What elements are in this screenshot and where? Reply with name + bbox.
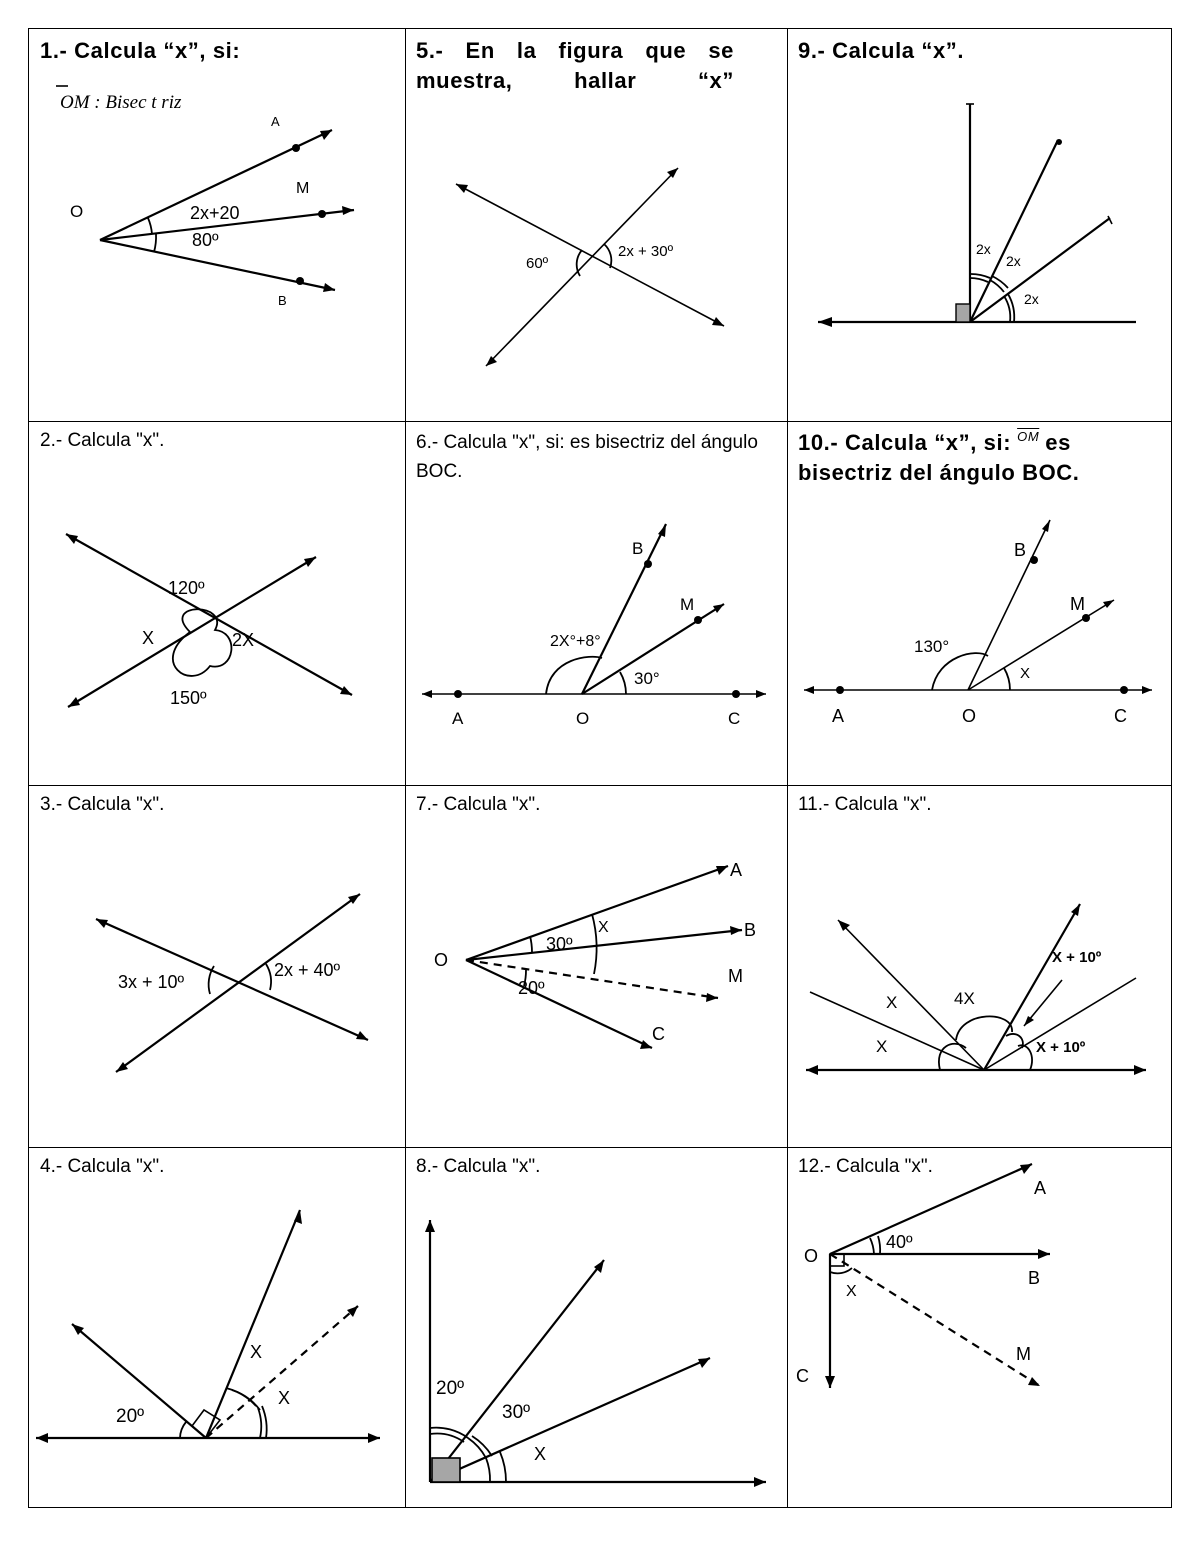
arrowhead: [1134, 1065, 1146, 1075]
arrowhead: [1103, 600, 1114, 608]
ray-end: [1056, 139, 1062, 145]
angle-arc: [530, 936, 532, 952]
problem-9-title: 9.- Calcula “x”.: [798, 38, 965, 63]
arrowhead: [340, 686, 352, 695]
angle-arc: [970, 278, 988, 282]
arrowhead: [304, 557, 316, 567]
label-m: M: [296, 180, 310, 197]
label-150: 150º: [170, 688, 207, 708]
angle-arc: [232, 1390, 260, 1410]
problem-4: [30, 1148, 404, 1506]
label-20: 20º: [436, 1378, 465, 1399]
arrowhead: [730, 926, 742, 935]
label-4x: 4X: [954, 989, 975, 1008]
arrowhead: [754, 1477, 766, 1487]
problem-6-figure: [406, 422, 784, 784]
segment-om: OM: [1017, 429, 1040, 444]
angle-arc: [592, 914, 597, 974]
problem-8: [406, 1148, 784, 1506]
label-20: 20º: [116, 1406, 145, 1427]
label-m: M: [728, 966, 743, 986]
label-a: A: [832, 706, 845, 726]
arrowhead: [712, 317, 724, 326]
angle-arc: [546, 657, 602, 694]
problem-11: [788, 786, 1170, 1146]
angle-loop: [173, 609, 232, 676]
problem-4-title: 4.- Calcula "x".: [40, 1156, 165, 1177]
problem-1: [30, 30, 404, 420]
arrowhead: [804, 686, 814, 694]
angle-arc: [1004, 668, 1010, 690]
arrowhead: [456, 184, 468, 193]
problem-8-title: 8.- Calcula "x".: [416, 1156, 541, 1177]
problem-11-title: 11.- Calcula "x".: [798, 794, 932, 815]
angle-arc: [932, 653, 988, 690]
arrowhead: [1071, 904, 1080, 916]
label-x: X: [142, 628, 155, 648]
label-o: O: [70, 202, 84, 221]
label-x-upper: X: [886, 993, 898, 1012]
problem-1-note: OM : Bisec t riz: [60, 92, 182, 113]
label-angle: 2X°+8°: [550, 633, 601, 650]
problem-7-figure: [406, 786, 784, 1146]
angle-arc: [500, 1452, 506, 1482]
problem-2-title: 2.- Calcula "x".: [40, 430, 165, 451]
right-angle-mark: [432, 1458, 460, 1482]
angle-arc: [266, 964, 271, 990]
label-x: X: [1020, 665, 1031, 682]
angle-arc: [870, 1238, 874, 1254]
problem-10-title-rest: es bisectriz del ángulo BOC.: [798, 430, 1080, 485]
angle-arc: [226, 1388, 256, 1406]
problem-1-title: 1.- Calcula “x”, si:: [40, 38, 241, 63]
point-b: [644, 560, 652, 568]
problem-3-title: 3.- Calcula "x".: [40, 794, 165, 815]
arrowhead: [825, 1376, 835, 1388]
problem-3: [30, 786, 404, 1146]
label-m: M: [1016, 1344, 1031, 1364]
ray-4: [984, 978, 1136, 1070]
problem-1-figure: [30, 30, 404, 420]
angle-arc: [486, 1458, 490, 1482]
problem-9-figure: [788, 30, 1170, 420]
arrowhead: [1020, 1164, 1032, 1174]
label-right-angle: 2x + 40º: [274, 960, 341, 980]
label-30: 30º: [502, 1402, 531, 1423]
arrowhead: [320, 130, 332, 140]
label-x-lower: X: [876, 1037, 888, 1056]
angle-arc: [258, 1408, 261, 1438]
label-o: O: [576, 709, 590, 728]
label-o: O: [962, 706, 977, 726]
problem-11-figure: [788, 786, 1170, 1146]
label-2x-1: 2x: [976, 241, 991, 257]
angle-arc: [430, 1434, 464, 1442]
arrowhead: [806, 1065, 818, 1075]
ray-oa: [830, 1164, 1032, 1254]
arrowhead: [36, 1433, 48, 1443]
arrowhead: [713, 604, 724, 613]
angle-arc: [577, 250, 582, 276]
label-b: B: [1014, 540, 1027, 560]
arrowhead: [818, 317, 832, 327]
label-m: M: [680, 595, 695, 614]
label-x: X: [598, 919, 609, 936]
problem-8-figure: [406, 1148, 784, 1506]
arrowhead: [1028, 1377, 1040, 1386]
label-c: C: [652, 1024, 665, 1044]
ray-2: [430, 1358, 710, 1482]
problem-7-title: 7.- Calcula "x".: [416, 794, 541, 815]
line-1: [456, 184, 724, 326]
label-130: 130°: [914, 637, 950, 656]
label-x-upper: X: [250, 1342, 263, 1362]
label-20: 20º: [518, 978, 545, 998]
label-x: X: [534, 1444, 547, 1464]
label-a: A: [452, 709, 464, 728]
label-2x: 2X: [232, 630, 255, 650]
label-30: 30°: [634, 669, 660, 688]
label-m: M: [1070, 594, 1085, 614]
problem-4-figure: [30, 1148, 404, 1506]
point-a: [454, 690, 462, 698]
label-c: C: [728, 709, 741, 728]
arrowhead: [342, 206, 354, 215]
arrowhead: [706, 993, 718, 1002]
arrowhead: [658, 524, 666, 537]
ray-oc: [466, 960, 652, 1048]
label-a: A: [1034, 1178, 1047, 1198]
point-b: [296, 277, 304, 285]
label-2x-3: 2x: [1024, 291, 1039, 307]
point-m: [318, 210, 326, 218]
right-angle-mark: [956, 304, 970, 322]
angle-arc: [154, 234, 156, 252]
angle-arc: [148, 218, 152, 234]
label-b: B: [744, 920, 757, 940]
angle-arc: [468, 1438, 486, 1458]
problem-6: [406, 422, 784, 784]
label-o: O: [804, 1246, 819, 1266]
arrowhead: [1042, 520, 1050, 532]
line-2: [486, 168, 678, 366]
ray-1: [970, 140, 1058, 322]
label-x10-upper: X + 10º: [1052, 949, 1102, 966]
arrowhead: [368, 1433, 380, 1443]
point-m: [1082, 614, 1090, 622]
angle-arc: [1004, 296, 1010, 322]
arrowhead: [698, 1358, 710, 1368]
arrowhead: [1038, 1249, 1050, 1259]
problem-10-figure: [788, 422, 1170, 784]
label-30: 30º: [546, 934, 573, 954]
label-2x-2: 2x: [1006, 253, 1021, 269]
label-c: C: [1114, 706, 1127, 726]
arrowhead: [66, 534, 78, 544]
label-120: 120º: [168, 578, 205, 598]
problem-5: [406, 30, 784, 420]
problem-12: [788, 1148, 1170, 1506]
label-c: C: [796, 1366, 809, 1386]
angle-arc: [180, 1422, 186, 1438]
problem-10: [788, 422, 1170, 784]
arrowhead: [425, 1220, 435, 1232]
problem-12-figure: [788, 1148, 1170, 1506]
arrowhead: [1142, 686, 1152, 694]
label-x: X: [846, 1283, 857, 1300]
point-m: [694, 616, 702, 624]
problem-5-figure: [406, 30, 784, 420]
problem-9: [788, 30, 1170, 420]
ray-dashed: [206, 1306, 358, 1438]
problem-7: [406, 786, 784, 1146]
angle-arc: [620, 672, 626, 694]
label-a: A: [730, 860, 743, 880]
label-40: 40º: [886, 1232, 913, 1252]
problem-12-title: 12.- Calcula "x".: [798, 1156, 933, 1177]
point-a: [836, 686, 844, 694]
label-a: A: [271, 114, 280, 129]
point-c: [732, 690, 740, 698]
angle-arc: [830, 1268, 852, 1273]
point-c: [1120, 686, 1128, 694]
arrowhead: [1024, 1016, 1034, 1026]
arrowhead: [68, 697, 80, 707]
ray-2: [970, 218, 1110, 322]
point-a: [292, 144, 300, 152]
label-angle-aom: 2x+20: [190, 203, 240, 223]
arrowhead: [716, 866, 728, 875]
arrowhead: [756, 690, 766, 698]
problem-5-title: 5.- En la figura que se muestra, hallar “x”: [416, 38, 734, 93]
label-x-lower: X: [278, 1388, 291, 1408]
angle-arc: [262, 1406, 267, 1438]
ray-om: [830, 1254, 1040, 1386]
label-60: 60º: [526, 255, 549, 272]
label-b: B: [278, 293, 287, 308]
arrowhead: [356, 1031, 368, 1040]
arrowhead: [96, 919, 108, 928]
arrowhead: [422, 690, 432, 698]
label-2x30: 2x + 30º: [618, 243, 674, 260]
label-b: B: [1028, 1268, 1041, 1288]
problem-6-title: 6.- Calcula "x", si: es bisectriz del ángulo BOC.: [416, 432, 758, 483]
label-angle-mob: 80º: [192, 230, 219, 250]
problem-2: [30, 422, 404, 784]
label-o: O: [434, 950, 449, 970]
arrowhead: [640, 1040, 652, 1049]
label-b: B: [632, 539, 644, 558]
angle-arc: [878, 1236, 880, 1254]
label-left-angle: 3x + 10º: [118, 972, 185, 992]
problem-3-figure: [30, 786, 404, 1146]
ray-1: [430, 1260, 604, 1482]
label-x10-lower: X + 10º: [1036, 1039, 1086, 1056]
point-b: [1030, 556, 1038, 564]
problem-2-figure: [30, 422, 404, 784]
problem-10-title: 10.- Calcula “x”, si:: [798, 430, 1012, 455]
